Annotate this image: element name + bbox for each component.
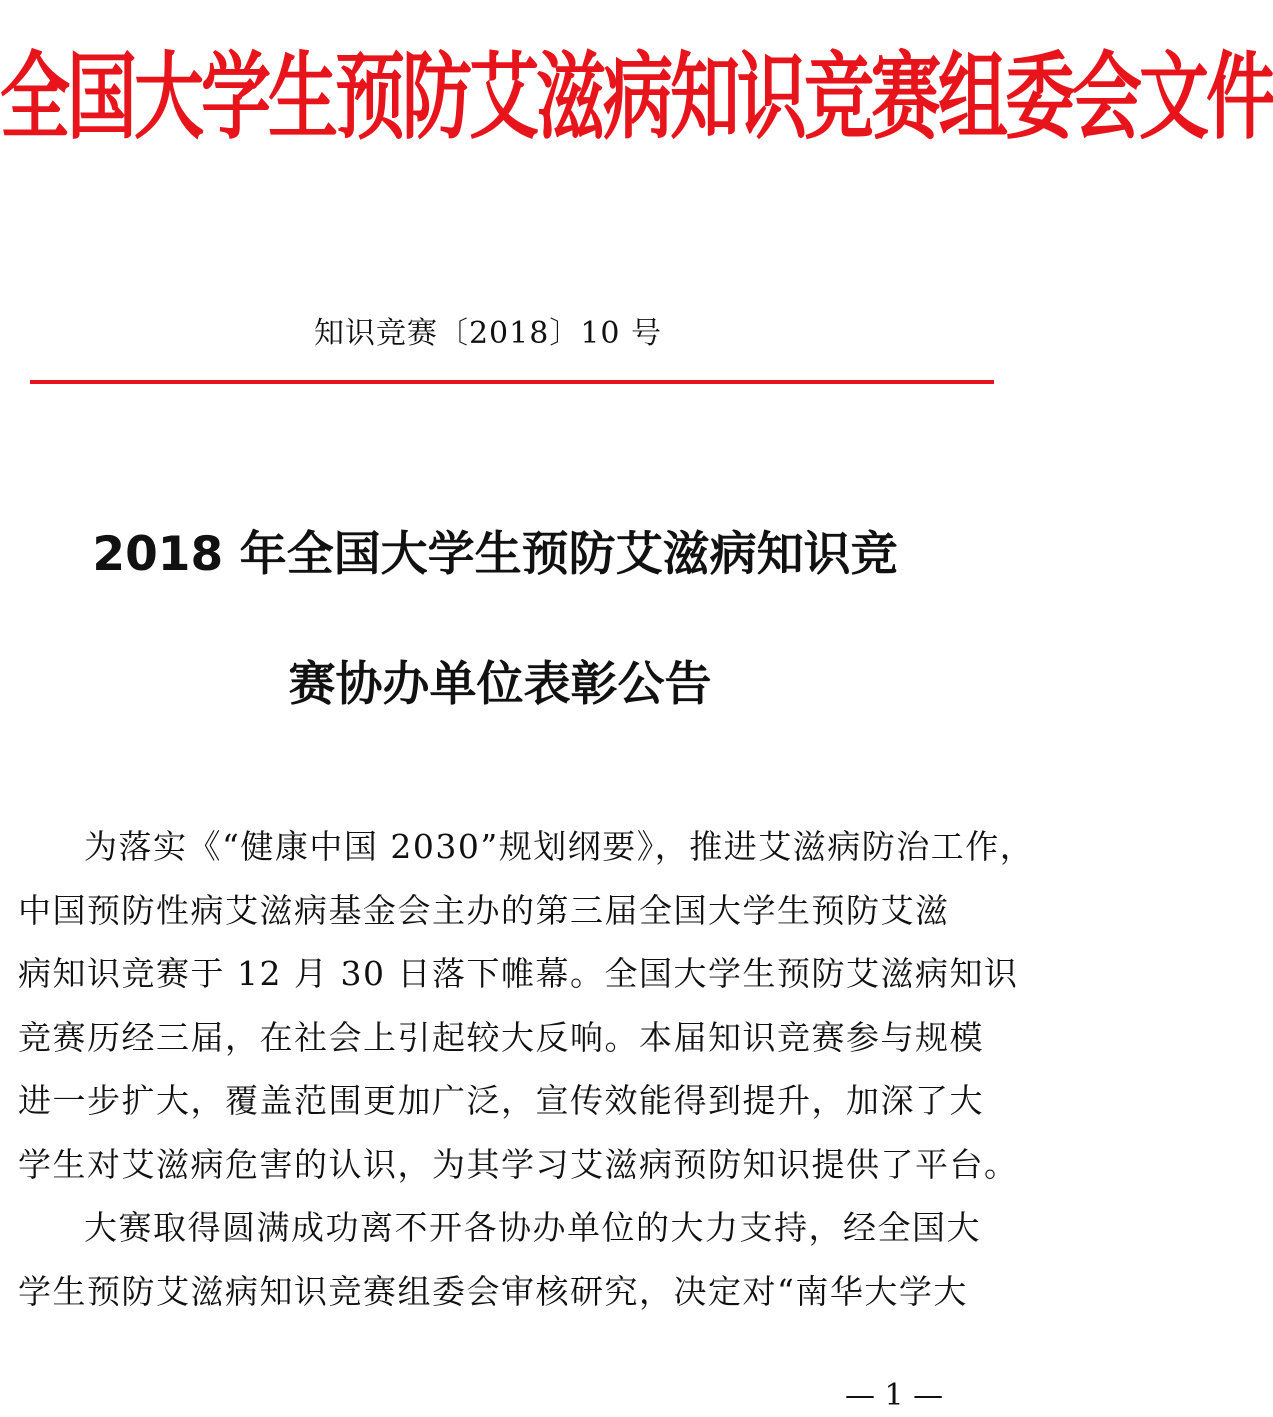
body-line: 病知识竞赛于 12 月 30 日落下帷幕。全国大学生预防艾滋病知识 bbox=[18, 954, 1019, 993]
body-line: 学生预防艾滋病知识竞赛组委会审核研究，决定对“南华大学大 bbox=[18, 1271, 968, 1311]
page-number: — 1 — bbox=[845, 1378, 944, 1413]
body-line: 竞赛历经三届，在社会上引起较大反响。本届知识竞赛参与规模 bbox=[18, 1017, 984, 1057]
letterhead-title: 全国大学生预防艾滋病知识竞赛组委会文件 bbox=[0, 41, 1273, 153]
announcement-title-line-2: 赛协办单位表彰公告 bbox=[288, 657, 712, 712]
body-line: 中国预防性病艾滋病基金会主办的第三届全国大学生预防艾滋 bbox=[18, 890, 950, 930]
red-divider-line bbox=[30, 380, 994, 384]
document-number: 知识竞赛〔2018〕10 号 bbox=[313, 316, 663, 351]
body-line: 为落实《“健康中国 2030”规划纲要》，推进艾滋病防治工作， bbox=[84, 827, 1035, 866]
body-line: 学生对艾滋病危害的认识，为其学习艾滋病预防知识提供了平台。 bbox=[18, 1144, 1019, 1184]
body-line: 进一步扩大，覆盖范围更加广泛，宣传效能得到提升，加深了大 bbox=[18, 1081, 984, 1120]
body-line: 大赛取得圆满成功离不开各协办单位的大力支持，经全国大 bbox=[84, 1208, 981, 1247]
announcement-title-line-1: 2018 年全国大学生预防艾滋病知识竞 bbox=[92, 527, 898, 582]
announcement-body bbox=[18, 815, 1035, 1323]
